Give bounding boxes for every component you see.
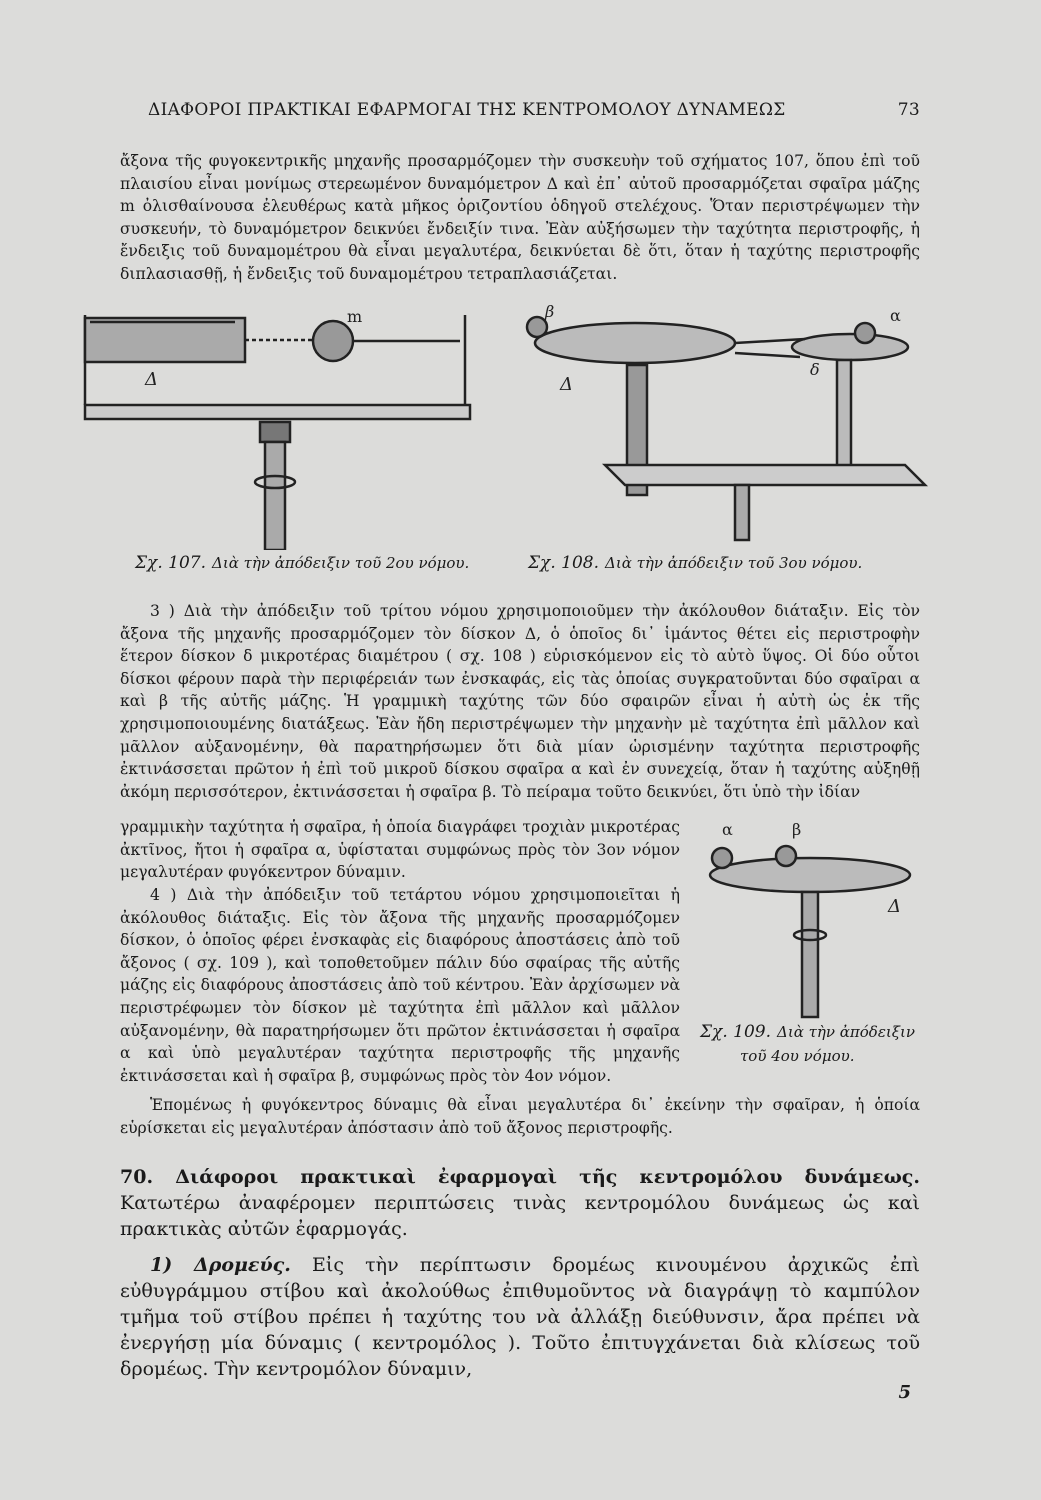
fig108-number: Σχ. 108. bbox=[528, 553, 599, 573]
fig108-label-small-delta: δ bbox=[810, 360, 820, 379]
signature-mark: 5 bbox=[898, 1382, 911, 1403]
item-1-text: Εἰς τὴν περίπτωσιν δρομέως κινουμένου ἀρχικῶς ἐπὶ εὐθυγράμμου στίβου καὶ ἀκολούθως ἐπιθυμοῦντος νὰ διαγράψῃ τὸ καμπύλον τμῆμα τοῦ στίβου πρέπει ἡ ταχύτης του νὰ ἀλλάξῃ διεύθυνσιν, ἄρα πρέπει νὰ ἐνεργήσῃ μία δύναμις ( κεντρομόλος ). Τοῦτο ἐπιτυγχάνεται διὰ κλίσεως τοῦ δρομέως. Τὴν κεντρομόλον δύναμιν, bbox=[120, 1254, 920, 1380]
figure-108-drawing bbox=[515, 305, 935, 545]
section-70-heading: 70. Διάφοροι πρακτικαὶ ἐφαρμογαὶ τῆς κεντρομόλου δυνάμεως. bbox=[120, 1166, 920, 1188]
figure-107-caption bbox=[135, 553, 469, 573]
fig109-label-beta: β bbox=[792, 820, 802, 839]
fig109-label-alpha: α bbox=[722, 820, 733, 839]
item-1 bbox=[120, 1252, 920, 1382]
fig109-caption-line2: τοῦ 4ου νόμου. bbox=[740, 1047, 855, 1065]
section-70 bbox=[120, 1164, 920, 1242]
fig107-label-delta: Δ bbox=[145, 369, 158, 390]
fig109-caption-line1: Διὰ τὴν ἀπόδειξιν bbox=[776, 1023, 916, 1041]
fig108-label-alpha: α bbox=[890, 306, 901, 325]
fig108-label-delta: Δ bbox=[560, 374, 573, 395]
paragraph-3-full: 3 ) Διὰ τὴν ἀπόδειξιν τοῦ τρίτου νόμου χρησιμοποιοῦμεν τὴν ἀκόλουθον διάταξιν. Εἰς τὸν ἄξονα τῆς μηχανῆς προσαρμόζομεν τὸν δίσκον Δ, ὁ ὁποῖος δι᾽ ἱμάντος θέτει εἰς περιστροφὴν ἕτερον δίσκον δ μικροτέρας διαμέτρου ( σχ. 108 ) εὑρισκόμενον εἰς τὸ αὐτὸ ὕψος. Οἱ δύο οὗτοι δίσκοι φέρουν παρὰ τὴν περιφέρειάν των ἐνσκαφάς, εἰς τὰς ὁποίας συγκρατοῦνται δύο σφαῖραι α καὶ β τῆς αὐτῆς μάζης. Ἡ γραμμικὴ ταχύτης τῶν δύο σφαιρῶν εἶναι ἡ αὐτὴ ὡς ἐκ τῆς χρησιμοποιουμένης διατάξεως. Ἐὰν ἤδη περιστρέψωμεν τὴν μηχανὴν μὲ ταχύτητα ἐπὶ μᾶλλον καὶ μᾶλλον αὐξανομένην, θὰ παρατηρήσωμεν ὅτι διὰ μίαν ὡρισμένην ταχύτητα περιστροφῆς ἐκτινάσσεται πρῶτον ἡ ἐπὶ τοῦ μικροῦ δίσκου σφαῖρα α καὶ ἐν συνεχείᾳ, ὅταν ἡ ταχύτης αὐξηθῇ ἀκόμη περισσότερον, ἐκτινάσσεται ἡ σφαῖρα β. Τὸ πείραμα τοῦτο δεικνύει, ὅτι ὑπὸ τὴν ἰδίαν bbox=[120, 602, 920, 801]
intro-paragraph: ἄξονα τῆς φυγοκεντρικῆς μηχανῆς προσαρμόζομεν τὴν συσκευὴν τοῦ σχήματος 107, ὅπου ἐπὶ τοῦ πλαισίου εἶναι μονίμως στερεωμένον δυναμόμετρον Δ καὶ ἐπ᾽ αὐτοῦ προσαρμόζεται σφαῖρα μάζης m ὀλισθαίνουσα ἐλευθέρως κατὰ μῆκος ὁριζοντίου ὁδηγοῦ στελέχους. Ὅταν περιστρέψωμεν τὴν συσκευήν, τὸ δυναμόμετρον δεικνύει ἔνδειξίν τινα. Ἐὰν αὐξήσωμεν τὴν ταχύτητα περιστροφῆς, ἡ ἔνδειξις τοῦ δυναμομέτρου θὰ εἶναι μεγαλυτέρα, δεικνύεται δὲ ὅτι, ὅταν ἡ ταχύτης περιστροφῆς διπλασιασθῇ, ἡ ἔνδειξις τοῦ δυναμομέτρου τετραπλασιάζεται. bbox=[120, 152, 920, 283]
conclusion-paragraph: Ἑπομένως ἡ φυγόκεντρος δύναμις θὰ εἶναι μεγαλυτέρα δι᾽ ἐκείνην τὴν σφαῖραν, ἡ ὁποία εὑρίσκεται εἰς μεγαλυτέραν ἀπόστασιν ἀπὸ τοῦ ἄξονος περιστροφῆς. bbox=[120, 1096, 920, 1137]
page-number: 73 bbox=[897, 100, 920, 120]
fig107-caption-text: Διὰ τὴν ἀπόδειξιν τοῦ 2ου νόμου. bbox=[211, 554, 470, 572]
section-70-text: Κατωτέρω ἀναφέρομεν περιπτώσεις τινὰς κεντρομόλου δυνάμεως ὡς καὶ πρακτικὰς αὐτῶν ἐφαρμογάς. bbox=[120, 1192, 920, 1240]
item-1-lead: 1) Δρομεύς. bbox=[150, 1254, 291, 1276]
fig109-number: Σχ. 109. bbox=[700, 1022, 771, 1042]
fig109-label-delta: Δ bbox=[888, 896, 901, 917]
fig108-label-beta: β bbox=[545, 305, 555, 321]
figure-107-drawing bbox=[75, 310, 475, 550]
paragraph-3-narrow: γραμμικὴν ταχύτητα ἡ σφαῖρα, ἡ ὁποία διαγράφει τροχιὰν μικροτέρας ἀκτῖνος, ἤτοι ἡ σφαῖρα α, ὑφίσταται συμφώνως πρὸς τὸν 3ον νόμον μεγαλυτέραν φυγόκεντρον δύναμιν. bbox=[120, 818, 680, 882]
fig107-number: Σχ. 107. bbox=[135, 553, 206, 573]
fig108-caption-text: Διὰ τὴν ἀπόδειξιν τοῦ 3ου νόμου. bbox=[604, 554, 863, 572]
figure-109-caption bbox=[700, 1020, 930, 1068]
header-title: ΔΙΑΦΟΡΟΙ ΠΡΑΚΤΙΚΑΙ ΕΦΑΡΜΟΓΑΙ ΤΗΣ ΚΕΝΤΡΟΜΟΛΟΥ ΔΥΝΑΜΕΩΣ bbox=[148, 100, 786, 120]
paragraph-4: 4 ) Διὰ τὴν ἀπόδειξιν τοῦ τετάρτου νόμου χρησιμοποιεῖται ἡ ἀκόλουθος διάταξις. Εἰς τὸν ἄξονα τῆς μηχανῆς προσαρμόζομεν δίσκον, ὁ ὁποῖος φέρει ἐνσκαφὰς εἰς διαφόρους ἀποστάσεις ἀπὸ τοῦ ἄξονος ( σχ. 109 ), καὶ τοποθετοῦμεν πάλιν δύο σφαίρας τῆς αὐτῆς μάζης εἰς διαφόρους ἀποστάσεις ἀπὸ τοῦ κέντρου. Ἐὰν ἀρχίσωμεν νὰ περιστρέφωμεν τὸν δίσκον μὲ ταχύτητα ἐπὶ μᾶλλον καὶ μᾶλλον αὐξανομένην, θὰ παρατηρήσωμεν ὅτι πρῶτον ἐκτινάσσεται ἡ σφαῖρα α καὶ ὑπὸ μεγαλυτέραν ταχύτητα περιστροφῆς τῆς μηχανῆς ἐκτινάσσεται καὶ ἡ σφαῖρα β, συμφώνως πρὸς τὸν 4ον νόμον. bbox=[120, 886, 680, 1085]
figure-109-drawing bbox=[700, 820, 930, 1020]
fig107-label-m: m bbox=[347, 310, 363, 326]
figure-108-caption bbox=[528, 553, 862, 573]
